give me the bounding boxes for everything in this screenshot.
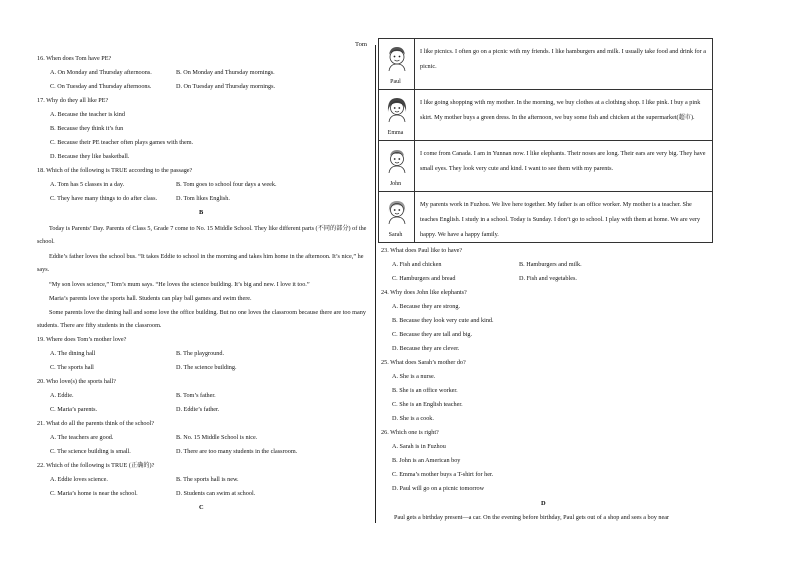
option-16-c: C. On Tuesday and Thursday afternoons. bbox=[50, 83, 152, 90]
column-divider bbox=[375, 45, 376, 523]
option-23-b: B. Hamburgers and milk. bbox=[519, 261, 582, 268]
option-19-a: A. The dining hall bbox=[50, 350, 96, 357]
option-21-a: A. The teachers are good. bbox=[50, 434, 114, 441]
option-23-a: A. Fish and chicken bbox=[392, 261, 442, 268]
portrait-cell bbox=[379, 90, 415, 141]
section-c-heading: C bbox=[199, 504, 204, 511]
question-22: 22. Which of the following is TRUE (正确的)? bbox=[37, 462, 155, 469]
portrait-cell bbox=[379, 39, 415, 90]
passage-b-paragraph: Eddie’s father loves the school bus. “It takes Eddie to school in the morning and takes him home in the afternoon. It’s nice,” he says. bbox=[37, 253, 364, 273]
option-24-c: C. Because they are tall and big. bbox=[392, 331, 473, 338]
option-22-c: C. Maria’s home is near the school. bbox=[50, 490, 138, 497]
person-name: Paul bbox=[390, 79, 401, 85]
question-21: 21. What do all the parents think of the school? bbox=[37, 420, 155, 427]
option-23-d: D. Fish and vegetables. bbox=[519, 275, 577, 282]
header-label: Tom bbox=[355, 41, 367, 48]
question-16: 16. When does Tom have PE? bbox=[37, 55, 112, 62]
table-row bbox=[379, 192, 713, 243]
option-16-b: B. On Monday and Thursday mornings. bbox=[176, 69, 275, 76]
option-18-b: B. Tom goes to school four days a week. bbox=[176, 181, 277, 188]
question-20: 20. Who love(s) the sports hall? bbox=[37, 378, 116, 385]
option-20-a: A. Eddie. bbox=[50, 392, 74, 399]
option-25-b: B. She is an office worker. bbox=[392, 387, 458, 394]
question-18: 18. Which of the following is TRUE according to the passage? bbox=[37, 167, 193, 174]
question-23: 23. What does Paul like to have? bbox=[381, 247, 463, 254]
option-24-a: A. Because they are strong. bbox=[392, 303, 461, 310]
option-24-b: B. Because they look very cute and kind. bbox=[392, 317, 494, 324]
passage-b-paragraph: Some parents love the dining hall and some love the office building. But no one loves the classroom because there are too many students. There are fifty students in the classroom. bbox=[37, 309, 366, 329]
passage-b-paragraph: “My son loves science,” Tom’s mum says. “He loves the science building. It’s big and new. I love it too.” bbox=[49, 281, 310, 288]
passage-d-paragraph: Paul gets a birthday present—a car. On the evening before birthday, Paul gets out of a shop and sees a boy near bbox=[394, 514, 670, 521]
option-20-c: C. Maria’s parents. bbox=[50, 406, 98, 413]
option-16-a: A. On Monday and Thursday afternoons. bbox=[50, 69, 152, 76]
person-description: I like picnics. I often go on a picnic with my friends. I like hamburgers and milk. I usually take food and drink for a picnic. bbox=[415, 39, 713, 90]
passage-b-paragraph: Maria’s parents love the sports hall. Students can play ball games and swim there. bbox=[49, 295, 252, 302]
option-26-d: D. Paul will go on a picnic tomorrow bbox=[392, 485, 485, 492]
option-21-b: B. No. 15 Middle School is nice. bbox=[176, 434, 258, 441]
girl-portrait-icon bbox=[386, 96, 408, 122]
girl-portrait-icon bbox=[386, 198, 408, 224]
table-row bbox=[379, 90, 713, 141]
option-18-d: D. Tom likes English. bbox=[176, 195, 230, 202]
section-b-heading: B bbox=[199, 209, 204, 216]
option-23-c: C. Hamburgers and bread bbox=[392, 275, 456, 282]
people-table bbox=[378, 38, 713, 243]
option-17-c: C. Because their PE teacher often plays games with them. bbox=[50, 139, 194, 146]
option-26-b: B. John is an American boy bbox=[392, 457, 461, 464]
question-25: 25. What does Sarah’s mother do? bbox=[381, 359, 466, 366]
option-25-c: C. She is an English teacher. bbox=[392, 401, 463, 408]
table-row bbox=[379, 141, 713, 192]
option-16-d: D. On Tuesday and Thursday mornings. bbox=[176, 83, 276, 90]
section-d-heading: D bbox=[541, 500, 546, 507]
option-26-a: A. Sarah is in Fuzhou bbox=[392, 443, 446, 450]
question-26: 26. Which one is right? bbox=[381, 429, 439, 436]
option-25-d: D. She is a cook. bbox=[392, 415, 434, 422]
boy-portrait-icon bbox=[386, 45, 408, 71]
person-name: John bbox=[389, 181, 402, 187]
option-19-d: D. The science building. bbox=[176, 364, 237, 371]
person-description: I like going shopping with my mother. In the morning, we buy clothes at a clothing shop. I like pink. I buy a pink skirt. My mother buys a green dress. In the afternoon, we buy some fish and chicken at the supermarket(超市). bbox=[415, 90, 713, 141]
option-17-d: D. Because they like basketball. bbox=[50, 153, 130, 160]
person-description: I come from Canada. I am in Yunnan now. I like elephants. Their noses are long. Their ears are very big. They have small eyes. They look very cute and kind. I want to see them with my parents. bbox=[415, 141, 713, 192]
option-17-b: B. Because they think it’s fun bbox=[50, 125, 124, 132]
option-24-d: D. Because they are clever. bbox=[392, 345, 460, 352]
portrait-cell bbox=[379, 192, 415, 243]
table-row bbox=[379, 39, 713, 90]
passage-b-paragraph: Today is Parents’ Day. Parents of Class 5, Grade 7 come to No. 15 Middle School. They like different parts (不同的部分) of the school. bbox=[37, 225, 367, 245]
option-19-c: C. The sports hall bbox=[50, 364, 94, 371]
option-22-b: B. The sports hall is new. bbox=[176, 476, 239, 483]
question-19: 19. Where does Tom’s mother love? bbox=[37, 336, 127, 343]
option-21-c: C. The science building is small. bbox=[50, 448, 131, 455]
question-17: 17. Why do they all like PE? bbox=[37, 97, 109, 104]
option-21-d: D. There are too many students in the classroom. bbox=[176, 448, 298, 455]
option-26-c: C. Emma’s mother buys a T-shirt for her. bbox=[392, 471, 494, 478]
boy-portrait-icon bbox=[386, 147, 408, 173]
option-20-d: D. Eddie’s father. bbox=[176, 406, 220, 413]
option-25-a: A. She is a nurse. bbox=[392, 373, 436, 380]
person-description: My parents work in Fuzhou. We live here together. My father is an office worker. My mother is a teacher. She teaches English. I study in a school. Today is Sunday. I don’t go to school. I play with them at home. We are very happy. We have a happy family. bbox=[415, 192, 713, 243]
option-18-c: C. They have many things to do after class. bbox=[50, 195, 158, 202]
portrait-cell bbox=[379, 141, 415, 192]
option-22-a: A. Eddie loves science. bbox=[50, 476, 108, 483]
option-22-d: D. Students can swim at school. bbox=[176, 490, 256, 497]
option-19-b: B. The playground. bbox=[176, 350, 225, 357]
question-24: 24. Why does John like elephants? bbox=[381, 289, 467, 296]
option-18-a: A. Tom has 5 classes in a day. bbox=[50, 181, 125, 188]
option-17-a: A. Because the teacher is kind bbox=[50, 111, 125, 118]
option-20-b: B. Tom’s father. bbox=[176, 392, 216, 399]
person-name: Sarah bbox=[388, 232, 403, 238]
person-name: Emma bbox=[387, 130, 404, 136]
